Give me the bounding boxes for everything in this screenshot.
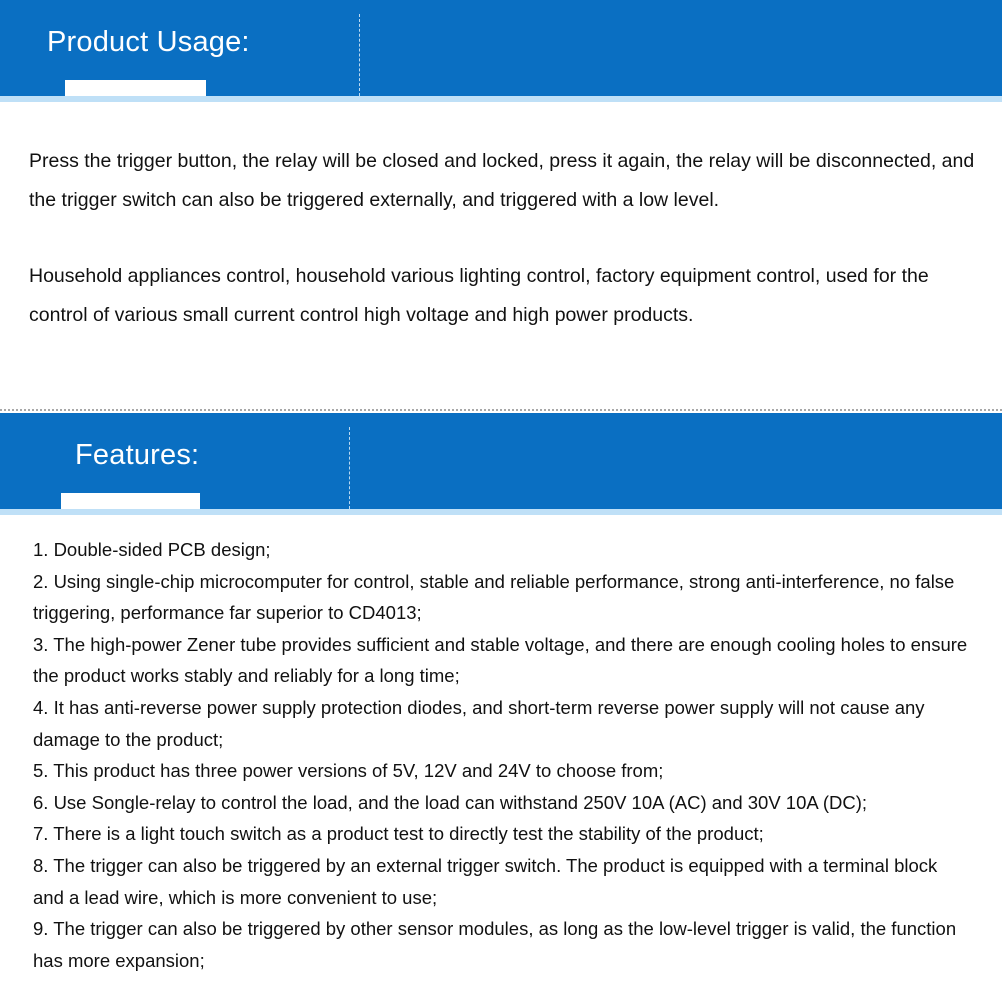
features-heading: Features: (75, 439, 200, 471)
product-usage-banner (0, 0, 1002, 96)
banner-divider (349, 427, 350, 509)
feature-item: 4. It has anti-reverse power supply protection diodes, and short-term reverse power supply will not cause any damage to the product; (33, 696, 925, 750)
feature-item: 1. Double-sided PCB design; (33, 539, 271, 560)
features-banner (0, 413, 1002, 509)
heading-underline (61, 493, 200, 509)
section-separator (0, 409, 1002, 411)
features-list (33, 534, 973, 976)
feature-item: 7. There is a light touch switch as a product test to directly test the stability of the product; (33, 823, 764, 845)
banner-strip (0, 509, 1002, 515)
banner-strip (0, 96, 1002, 102)
feature-item: 8. The trigger can also be triggered by an external trigger switch. The product is equipped with a terminal block and a lead wire, which is more convenient to use; (33, 854, 938, 908)
feature-item: 6. Use Songle-relay to control the load, and the load can withstand 250V 10A (AC) and 30V 10A (DC); (33, 791, 868, 813)
feature-item: 9. The trigger can also be triggered by other sensor modules, as long as the low-level trigger is valid, the function has more expansion; (33, 918, 957, 971)
usage-paragraph-1: Press the trigger button, the relay will be closed and locked, press it again, the relay will be disconnected, and the trigger switch can also be triggered externally, and triggered with a low level. (29, 150, 975, 211)
feature-item: 2. Using single-chip microcomputer for control, stable and reliable performance, strong anti-interference, no false triggering, performance far superior to CD4013; (33, 570, 955, 624)
feature-item: 5. This product has three power versions of 5V, 12V and 24V to choose from; (33, 760, 664, 782)
heading-underline (65, 80, 206, 96)
product-usage-heading: Product Usage: (47, 26, 250, 58)
banner-divider (359, 14, 360, 96)
usage-paragraph-2: Household appliances control, household various lighting control, factory equipment control, used for the control of various small current control high voltage and high power products. (29, 265, 929, 326)
feature-item: 3. The high-power Zener tube provides sufficient and stable voltage, and there are enough cooling holes to ensure the product works stably and reliably for a long time; (33, 633, 968, 687)
